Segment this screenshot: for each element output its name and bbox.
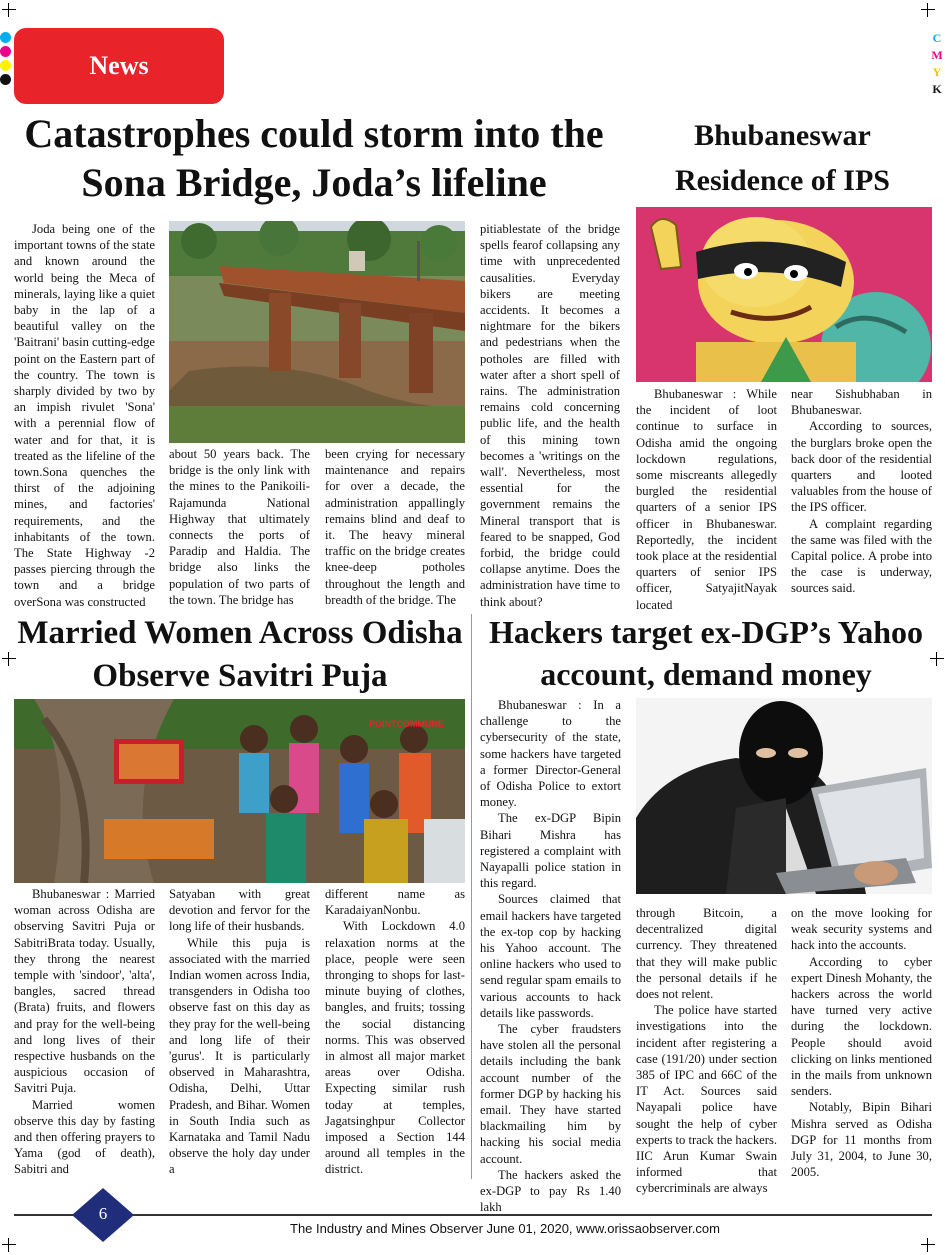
hackers-col-2: through Bitcoin, a decentralized digital currency. They threatened that they will make public the personal details if he does not relent. The police have started investigations into the incident after registering a case (191/20) under section 385 of IPC and 66C of the IT Act. Sources said Nayapali police have sought the help of cyber experts to track the hackers. IIC Arun Kumar Swain informed that cybercriminals are always — [636, 906, 777, 1196]
puja-headline: Married Women Across Odisha Observe Savitri Puja — [17, 615, 463, 694]
hackers-headline: Hackers target ex-DGP’s Yahoo account, demand money — [489, 614, 923, 692]
burglary-headline: Bhubaneswar Residence of IPS — [675, 119, 890, 197]
bridge-col-4: pitiablestate of the bridge spells fearof collapsing any time with unprecedented causalities. Everyday bikers are meeting accidents. It becomes a nightmare for the bikers and pedestrians when the potholes are filled with water after a short spell of rains. The administration remains cold concerning public life, and the health of this mining town becomes a 'writings on the wall'. Nevertheless, most essential for the government remains the Mineral transport that is feared to be snapped, God forbid, the bridge could collapse anytime. Does the administration have time to think about? — [480, 222, 620, 609]
crop-mark — [921, 1238, 935, 1252]
crop-mark — [2, 1238, 16, 1252]
puja-col-2: Satyaban with great devotion and fervor for the long life of their husbands. While this puja is associated with the married Indian women across India, transgenders in Odisha too observe fast on this day as they pray for the well-being and long life of their 'gurus'. It is particularly observed in Maharashtra, Odisha, Delhi, Uttar Pradesh, and Bihar. Women in South India such as Karnataka and Tamil Nadu observe the holy day under a — [169, 887, 310, 1177]
column-divider — [471, 614, 472, 1179]
bridge-col-2: about 50 years back. The bridge is the only link with the mines to the Panikoili-Rajamunda National Highway that ultimately connects the ports of Paradip and Haldia. The bridge also links the population of two parts of the town. The bridge has — [169, 447, 310, 607]
burglary-col-1: Bhubaneswar : While the incident of loot continue to surface in Odisha amid the ongoing lockdown regulations, some miscreants allegedly burgled the residential quarters of a senior IPS officer in Bhubaneswar. Reportedly, the incident took place at the residential quarters of senior IPS officer, SatyajitNayak located — [636, 387, 777, 612]
page-number: 6 — [98, 1204, 108, 1223]
footer-rule — [14, 1214, 932, 1216]
crop-mark — [921, 3, 935, 17]
puja-col-1: Bhubaneswar : Married woman across Odisha are observing Savitri Puja or SabitriBrata today. Usually, they throng the nearest temple with 'sindoor', 'alta', bangles, sacred thread (Brata) fruits, and flowers and pray for the well-being and long lives of their respective husbands on the auspicious occasion of Savitri Puja. Married women observe this day by fasting and then offering prayers to Yama (god of death), Sabitri and — [14, 887, 155, 1177]
burglary-col-2: near Sishubhaban in Bhubaneswar. According to sources, the burglars broke open the back door of the residential quarters and looted valuables from the house of the IPS officer. A complaint regarding the same was filed with the Capital police. A probe into the case is underway, sources said. — [791, 387, 932, 596]
bridge-photo — [169, 221, 465, 443]
bridge-headline: Catastrophes could storm into the Sona Bridge, Joda’s lifeline — [24, 111, 604, 205]
bridge-col-1: Joda being one of the important towns of the state and known around the world being the Meca of minerals, laying like a quiet baby in the lap of a beautiful valley on the 'Baitrani' basin cutting-edge point on the Eastern part of the country. The town is sharply divided by two by an impish rivulet 'Sona' with a perennial flow of water and for that, it is treated as the lifeline of the town.Sona quenches the thirst of the adjoining mines, and factories' requirements, and the inhabitants of the town. The State Highway -2 passes piercing through the town and a bridge overSona was constructed — [14, 222, 155, 609]
crop-mark — [2, 3, 16, 17]
bridge-col-3: been crying for necessary maintenance and repairs for over a decade, the administration appallingly remains blind and deaf to it. The heavy mineral traffic on the bridge creates knee-deep potholes throughout the length and breadth of the bridge. The — [325, 447, 465, 607]
puja-col-3: different name as KaradaiyanNonbu. With Lockdown 4.0 relaxation norms at the place, people were seen thronging to shops for last-minute buying of clothes, bangles, and fruits; tossing the social distancing norms. This was observed in almost all major market areas over Odisha. Expecting similar rush today at temples, Jagatsinghpur Collector imposed a Section 144 around all temples in the district. — [325, 887, 465, 1177]
cmyk-dots — [0, 32, 11, 88]
page-number-badge — [72, 1188, 134, 1242]
hacker-photo — [636, 698, 932, 894]
photo-watermark: POINTCOMMUNE — [369, 719, 444, 729]
cmyk-letters: C M Y K — [931, 31, 943, 96]
section-tab: News — [14, 28, 224, 104]
burglar-cartoon — [636, 207, 932, 382]
hackers-col-1: Bhubaneswar : In a challenge to the cybersecurity of the state, some hackers have targeted a former Director-General of Odisha Police to extort money. The ex-DGP Bipin Bihari Mishra has registered a complaint with Nayapalli police station in this regard. Sources claimed that email hackers have targeted the ex-top cop by hacking his Yahoo account. The online hackers who used to send regular spam emails to various accounts to hack details like passwords. The cyber fraudsters have stolen all the personal details including the bank account number of the former DGP by hacking his email. They have started blackmailing him by hacking his social media account. The hackers asked the ex-DGP to pay Rs 1.40 lakh — [480, 698, 621, 1215]
puja-photo — [14, 699, 465, 883]
footer-text: The Industry and Mines Observer June 01, 2020, www.orissaobserver.com — [290, 1221, 720, 1236]
hackers-col-3: on the move looking for weak security systems and hack into the accounts. According to cyber expert Dinesh Mohanty, the hackers across the world have turned very active during the lockdown. People should avoid clicking on links mentioned in the mails from unknown senders. Notably, Bipin Bihari Mishra served as Odisha DGP for 11 months from July 31, 2004, to June 30, 2005. — [791, 906, 932, 1180]
